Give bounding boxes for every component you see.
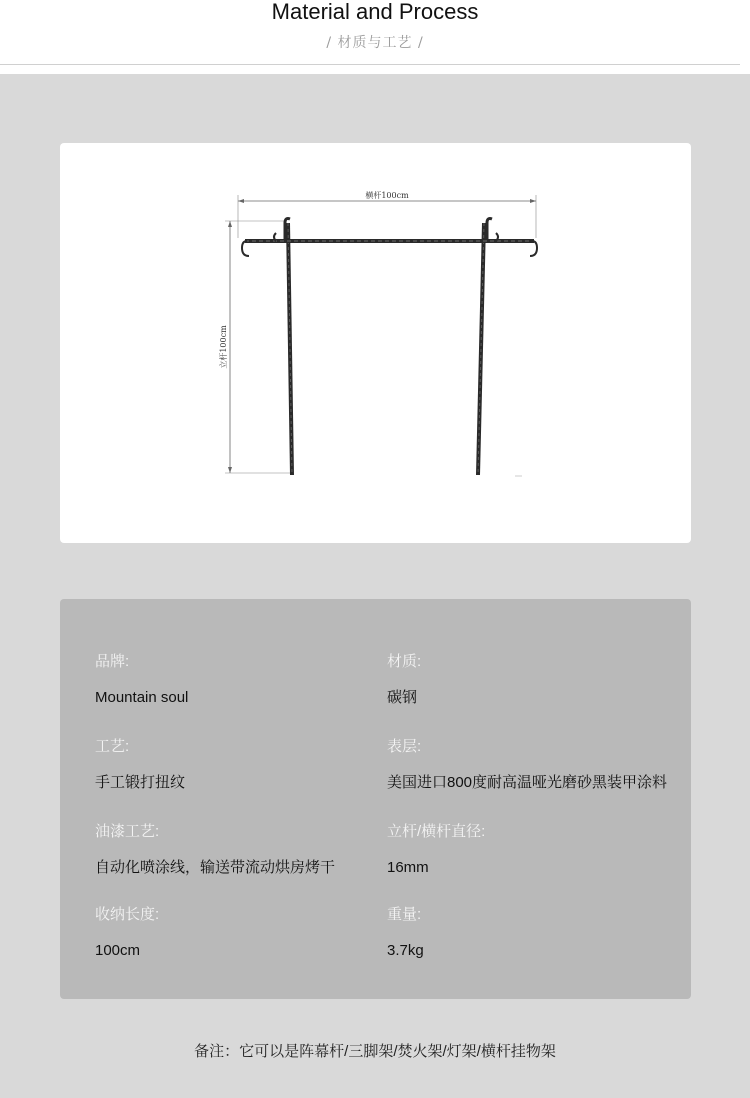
spec-label: 重量: [387,906,422,923]
spec-brand [95,652,188,708]
header-divider [0,64,740,65]
spec-label: 工艺: [95,738,130,755]
product-image-card [60,143,691,543]
upright-dimension-label: 立杆100cm [219,325,228,369]
spec-value: 碳钢 [387,689,418,706]
spec-card [60,599,691,999]
spec-value: 3.7kg [387,942,424,959]
spec-label: 收纳长度: [95,906,160,923]
spec-value: 美国进口800度耐高温哑光磨砂黑装甲涂料 [387,774,668,791]
spec-label: 品牌: [95,653,130,670]
section-title: Material and Process [271,0,479,24]
spec-value: 100cm [95,942,141,959]
spec-value: 手工锻打扭纹 [95,774,186,791]
spec-process [95,737,185,793]
product-illustration [60,143,691,543]
spec-label: 油漆工艺: [95,823,160,840]
spec-label: 立杆/横杆直径: [387,823,486,840]
spec-weight [387,905,424,961]
spec-paint-process [95,822,335,878]
spec-value: 自动化喷涂线，输送带流动烘房烤干 [95,859,336,876]
spec-label: 材质: [387,653,422,670]
spec-value: 16mm [387,859,429,876]
crossbar-dimension-label: 横杆100cm [365,191,409,200]
spec-label: 表层: [387,738,422,755]
spec-surface [387,737,667,793]
spec-storage-length [95,905,159,961]
spec-value: Mountain soul [95,689,189,706]
section-subtitle: / 材质与工艺 / [326,35,424,51]
section-header [0,0,750,74]
spec-material [387,652,421,708]
usage-note: 备注：它可以是阵幕杆/三脚架/焚火架/灯架/横杆挂物架 [194,1043,556,1060]
spec-diameter [387,822,485,878]
